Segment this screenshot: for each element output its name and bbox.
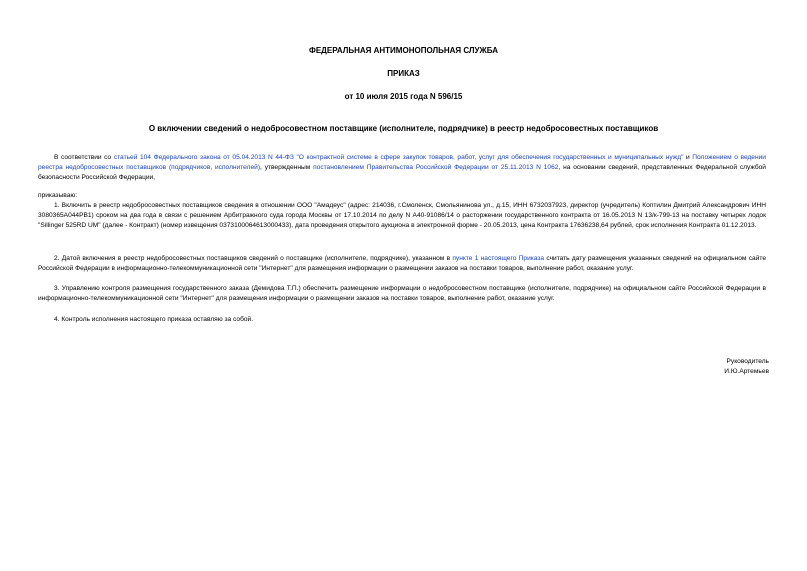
date-number: от 10 июля 2015 года N 596/15: [344, 92, 463, 101]
agency-heading: ФЕДЕРАЛЬНАЯ АНТИМОНОПОЛЬНАЯ СЛУЖБА: [309, 46, 498, 55]
item-2-text-a: 2. Датой включения в реестр недобросовестных поставщиков сведений о поставщике (исполнителе, подрядчике), указанном в: [54, 255, 453, 262]
preamble-text-2: и: [683, 154, 693, 161]
item-2-paragraph: [38, 254, 766, 274]
preamble-text-1: В соответствии со: [54, 154, 114, 161]
item-1-reference-link[interactable]: пункте 1 настоящего Приказа: [452, 255, 545, 262]
order-word: приказываю:: [38, 192, 78, 199]
document-subject: О включении сведений о недобросовестном поставщике (исполнителе, подрядчике) в реестр недобросовестных поставщиков: [148, 124, 659, 133]
preamble-paragraph: [38, 153, 766, 184]
signatory-title: Руководитель: [726, 358, 769, 365]
item-1-paragraph: 1. Включить в реестр недобросовестных поставщиков сведения в отношении ООО "Амадеус" (адрес: 214036, г.Смоленск, Смольянинова ул., д.15, ИНН 6732037923, директор (учредитель) Коптилин Дмитрий Александрович ИНН 3080365А044РВ1) сроком на два года в связи с решением Арбитражного суда города Москвы от 17.10.2014 по делу N А40-91086/14 о расторжении государственного контракта от 16.05.2013 N 13/к-799-13 на поставку четырех лодок "Sillinger 525RD UM" (далее - Контракт) (номер извещения 0373100064613000433), дата проведения открытого аукциона в электронной форме - 20.05.2013, цена Контракта 17636238,64 рублей, срок исполнения Контракта 01.12.2013.: [38, 202, 766, 230]
preamble-text-4: , на основании сведений, представленных Федеральной службой безопасности Российской Федерации,: [38, 164, 766, 182]
law-article-link[interactable]: статьей 104 Федерального закона от 05.04.2013 N 44-ФЗ "О контрактной системе в сфере закупок товаров, работ, услуг для обеспечения государственных и муниципальных нужд": [113, 154, 684, 161]
signatory-name: И.Ю.Артемьев: [724, 368, 769, 375]
registry-regulation-link[interactable]: Положением о ведении реестра недобросовестных поставщиков (подрядчиков, исполнителей): [38, 154, 766, 172]
item-4-paragraph: 4. Контроль исполнения настоящего приказа оставляю за собой.: [54, 316, 254, 323]
government-decree-link[interactable]: постановлением Правительства Российской Федерации от 25.11.2013 N 1062: [313, 164, 559, 172]
item-3-paragraph: 3. Управлению контроля размещения государственного заказа (Демидова Т.П.) обеспечить размещение информации о недобросовестном поставщике (исполнителе, подрядчике) на официальном сайте Российской Федерации в информационно-телекоммуникационной сети "Интернет" для размещения информации о размещении заказов на поставки товаров, выполнение работ, оказание услуг.: [38, 285, 766, 303]
preamble-text-3: , утвержденным: [260, 164, 314, 172]
item-2-text-b: считать дату размещения указанных сведений на официальном сайте Российской Федерации в информационно-телекоммуникационной сети "Интернет" для размещения информации о размещении заказов на поставки товаров, выполнение работ, оказание услуг.: [38, 255, 766, 273]
document-type: ПРИКАЗ: [387, 69, 420, 78]
